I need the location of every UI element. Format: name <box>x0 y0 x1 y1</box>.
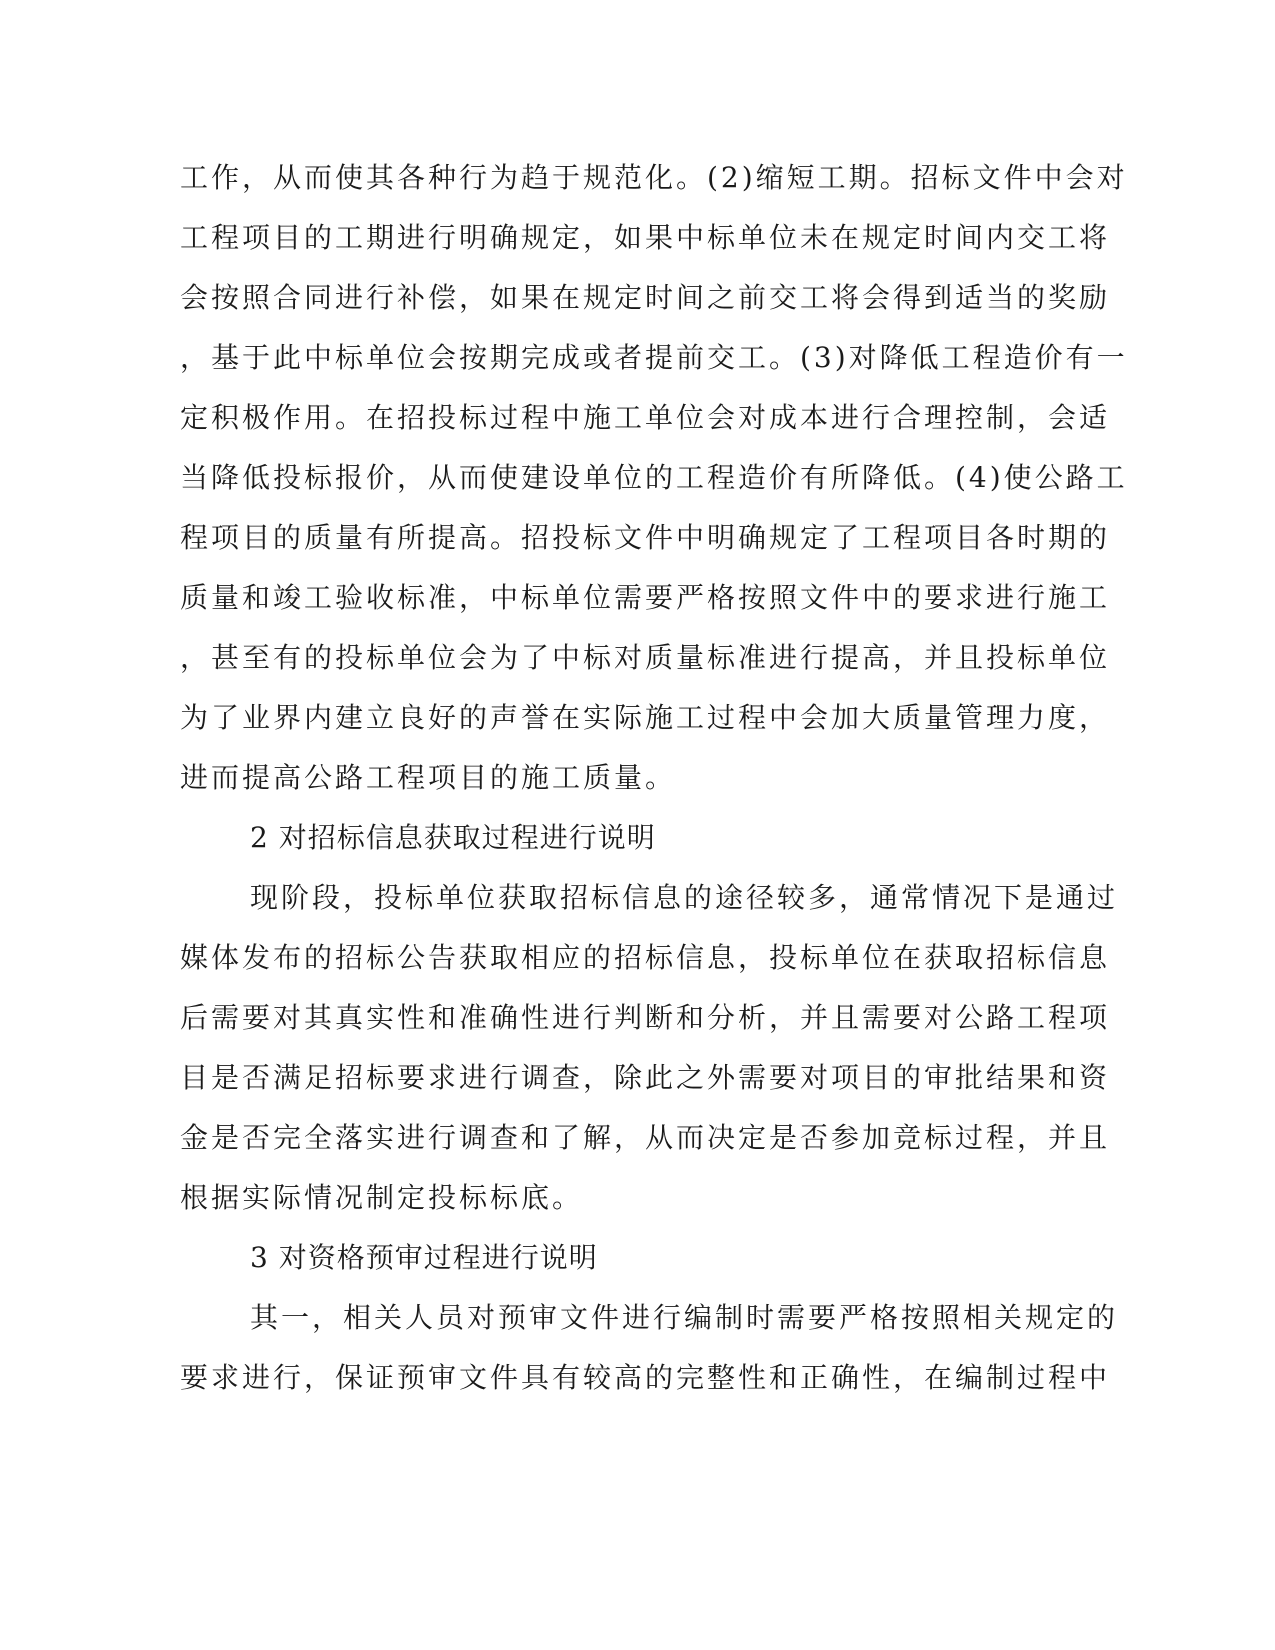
paragraph-line: 程项目的质量有所提高。招投标文件中明确规定了工程项目各时期的 <box>180 521 1111 554</box>
paragraph-line: 要求进行，保证预审文件具有较高的完整性和正确性，在编制过程中 <box>180 1361 1111 1394</box>
paragraph-line: 质量和竣工验收标准，中标单位需要严格按照文件中的要求进行施工 <box>180 581 1111 614</box>
paragraph-line: 工程项目的工期进行明确规定，如果中标单位未在规定时间内交工将 <box>180 221 1111 254</box>
body-text <box>180 148 1128 1408</box>
paragraph-line: 媒体发布的招标公告获取相应的招标信息，投标单位在获取招标信息 <box>180 941 1111 974</box>
paragraph-line: 金是否完全落实进行调查和了解，从而决定是否参加竞标过程，并且 <box>180 1121 1111 1154</box>
paragraph-line: 当降低投标报价，从而使建设单位的工程造价有所降低。(4)使公路工 <box>180 461 1128 494</box>
paragraph-line: 会按照合同进行补偿，如果在规定时间之前交工将会得到适当的奖励 <box>180 281 1111 314</box>
section-heading: 3 对资格预审过程进行说明 <box>250 1241 598 1274</box>
section-heading: 2 对招标信息获取过程进行说明 <box>250 821 656 854</box>
paragraph-line: 根据实际情况制定投标标底。 <box>180 1181 584 1214</box>
paragraph-line: 定积极作用。在招投标过程中施工单位会对成本进行合理控制，会适 <box>180 401 1111 434</box>
paragraph-line: 现阶段，投标单位获取招标信息的途径较多，通常情况下是通过 <box>250 881 1119 914</box>
paragraph-line: ，基于此中标单位会按期完成或者提前交工。(3)对降低工程造价有一 <box>180 341 1128 374</box>
paragraph-line: 工作，从而使其各种行为趋于规范化。(2)缩短工期。招标文件中会对 <box>180 161 1128 194</box>
paragraph-line: 后需要对其真实性和准确性进行判断和分析，并且需要对公路工程项 <box>180 1001 1111 1034</box>
paragraph-line: 进而提高公路工程项目的施工质量。 <box>180 761 677 794</box>
paragraph-line: 其一，相关人员对预审文件进行编制时需要严格按照相关规定的 <box>250 1301 1119 1334</box>
paragraph-line: ，甚至有的投标单位会为了中标对质量标准进行提高，并且投标单位 <box>180 641 1111 674</box>
paragraph-line: 为了业界内建立良好的声誉在实际施工过程中会加大质量管理力度， <box>180 701 1111 734</box>
paragraph-line: 目是否满足招标要求进行调查，除此之外需要对项目的审批结果和资 <box>180 1061 1111 1094</box>
